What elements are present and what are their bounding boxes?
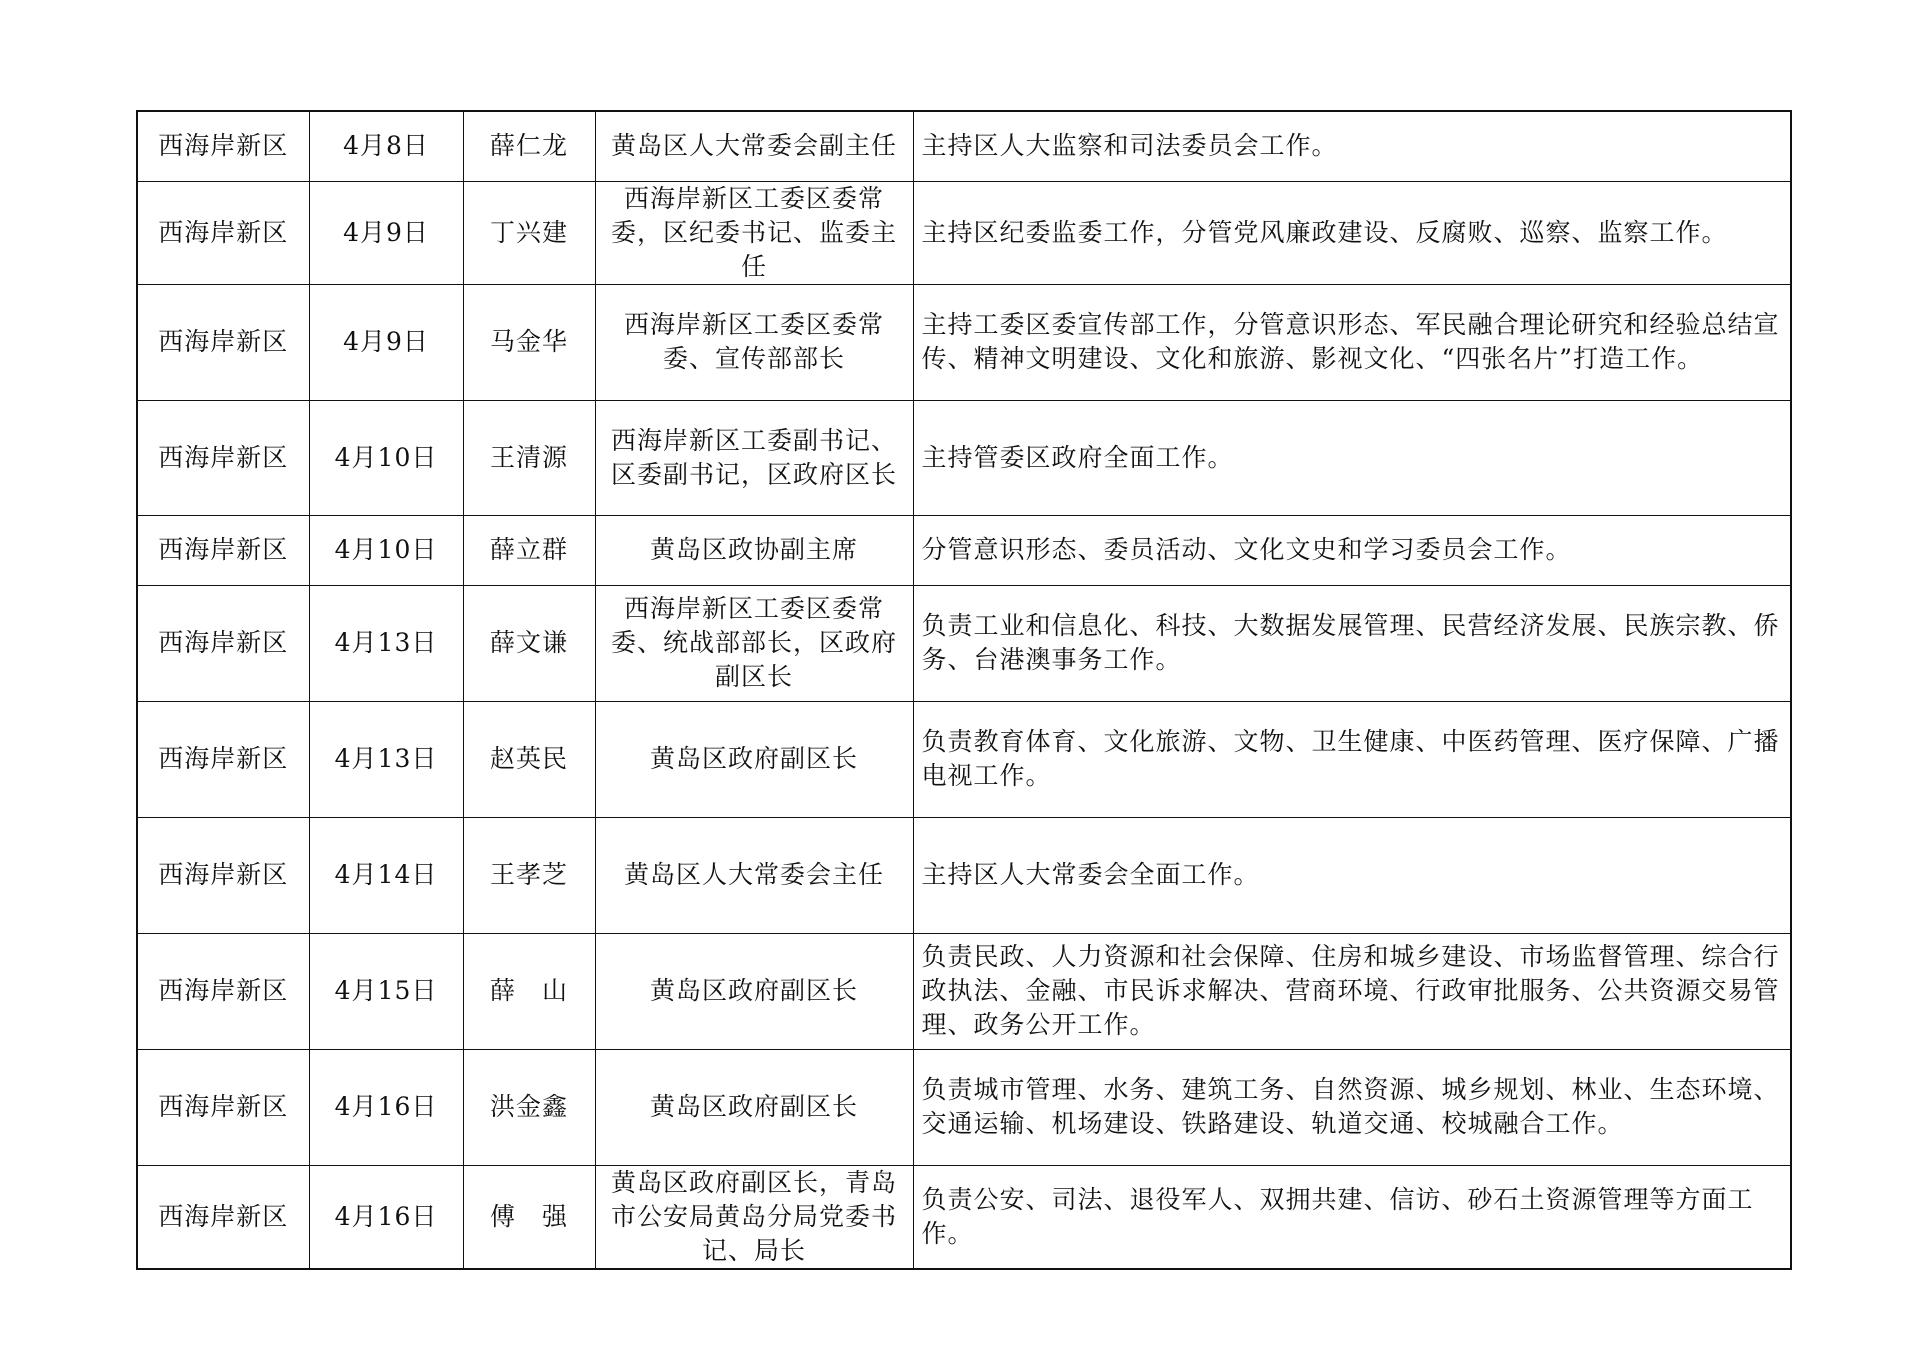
table-row — [137, 515, 1791, 585]
name-cell: 薛仁龙 — [463, 111, 595, 181]
duties-cell: 分管意识形态、委员活动、文化文史和学习委员会工作。 — [913, 515, 1791, 585]
district-cell: 西海岸新区 — [137, 1049, 309, 1165]
duties-cell: 主持区纪委监委工作，分管党风廉政建设、反腐败、巡察、监察工作。 — [913, 181, 1791, 284]
position-cell: 黄岛区政府副区长，青岛市公安局黄岛分局党委书记、局长 — [595, 1165, 913, 1269]
date-cell: 4月13日 — [309, 585, 463, 701]
table-row — [137, 933, 1791, 1049]
name-cell: 洪金鑫 — [463, 1049, 595, 1165]
district-cell: 西海岸新区 — [137, 1165, 309, 1269]
district-cell: 西海岸新区 — [137, 400, 309, 515]
name-cell: 丁兴建 — [463, 181, 595, 284]
name-cell: 薛立群 — [463, 515, 595, 585]
duties-cell: 负责工业和信息化、科技、大数据发展管理、民营经济发展、民族宗教、侨务、台港澳事务工作。 — [913, 585, 1791, 701]
duties-cell: 主持区人大监察和司法委员会工作。 — [913, 111, 1791, 181]
position-cell: 黄岛区政协副主席 — [595, 515, 913, 585]
district-cell: 西海岸新区 — [137, 701, 309, 817]
duties-cell: 主持区人大常委会全面工作。 — [913, 817, 1791, 933]
position-cell: 西海岸新区工委区委常委、宣传部部长 — [595, 284, 913, 400]
position-cell: 黄岛区政府副区长 — [595, 933, 913, 1049]
table-row — [137, 400, 1791, 515]
name-cell: 王清源 — [463, 400, 595, 515]
table-row — [137, 111, 1791, 181]
table-row — [137, 701, 1791, 817]
date-cell: 4月13日 — [309, 701, 463, 817]
name-cell: 薛 山 — [463, 933, 595, 1049]
officials-schedule-table — [136, 110, 1792, 1270]
table-row — [137, 284, 1791, 400]
table-row — [137, 585, 1791, 701]
district-cell: 西海岸新区 — [137, 933, 309, 1049]
district-cell: 西海岸新区 — [137, 284, 309, 400]
district-cell: 西海岸新区 — [137, 515, 309, 585]
district-cell: 西海岸新区 — [137, 817, 309, 933]
table-row — [137, 1165, 1791, 1269]
table-row — [137, 1049, 1791, 1165]
date-cell: 4月9日 — [309, 181, 463, 284]
date-cell: 4月16日 — [309, 1049, 463, 1165]
date-cell: 4月10日 — [309, 400, 463, 515]
name-cell: 马金华 — [463, 284, 595, 400]
date-cell: 4月14日 — [309, 817, 463, 933]
position-cell: 西海岸新区工委区委常委，区纪委书记、监委主任 — [595, 181, 913, 284]
position-cell: 西海岸新区工委区委常委、统战部部长，区政府副区长 — [595, 585, 913, 701]
district-cell: 西海岸新区 — [137, 585, 309, 701]
duties-cell: 负责城市管理、水务、建筑工务、自然资源、城乡规划、林业、生态环境、交通运输、机场建设、铁路建设、轨道交通、校城融合工作。 — [913, 1049, 1791, 1165]
duties-cell: 负责公安、司法、退役军人、双拥共建、信访、砂石土资源管理等方面工作。 — [913, 1165, 1791, 1269]
duties-cell: 负责教育体育、文化旅游、文物、卫生健康、中医药管理、医疗保障、广播电视工作。 — [913, 701, 1791, 817]
district-cell: 西海岸新区 — [137, 111, 309, 181]
position-cell: 西海岸新区工委副书记、区委副书记，区政府区长 — [595, 400, 913, 515]
position-cell: 黄岛区人大常委会副主任 — [595, 111, 913, 181]
district-cell: 西海岸新区 — [137, 181, 309, 284]
name-cell: 赵英民 — [463, 701, 595, 817]
table-row — [137, 181, 1791, 284]
table-row — [137, 817, 1791, 933]
position-cell: 黄岛区政府副区长 — [595, 701, 913, 817]
duties-cell: 主持管委区政府全面工作。 — [913, 400, 1791, 515]
duties-cell: 负责民政、人力资源和社会保障、住房和城乡建设、市场监督管理、综合行政执法、金融、市民诉求解决、营商环境、行政审批服务、公共资源交易管理、政务公开工作。 — [913, 933, 1791, 1049]
position-cell: 黄岛区人大常委会主任 — [595, 817, 913, 933]
name-cell: 王孝芝 — [463, 817, 595, 933]
position-cell: 黄岛区政府副区长 — [595, 1049, 913, 1165]
date-cell: 4月9日 — [309, 284, 463, 400]
date-cell: 4月8日 — [309, 111, 463, 181]
document-page — [136, 110, 1790, 1270]
date-cell: 4月10日 — [309, 515, 463, 585]
duties-cell: 主持工委区委宣传部工作，分管意识形态、军民融合理论研究和经验总结宣传、精神文明建设、文化和旅游、影视文化、“四张名片”打造工作。 — [913, 284, 1791, 400]
date-cell: 4月15日 — [309, 933, 463, 1049]
name-cell: 傅 强 — [463, 1165, 595, 1269]
date-cell: 4月16日 — [309, 1165, 463, 1269]
name-cell: 薛文谦 — [463, 585, 595, 701]
